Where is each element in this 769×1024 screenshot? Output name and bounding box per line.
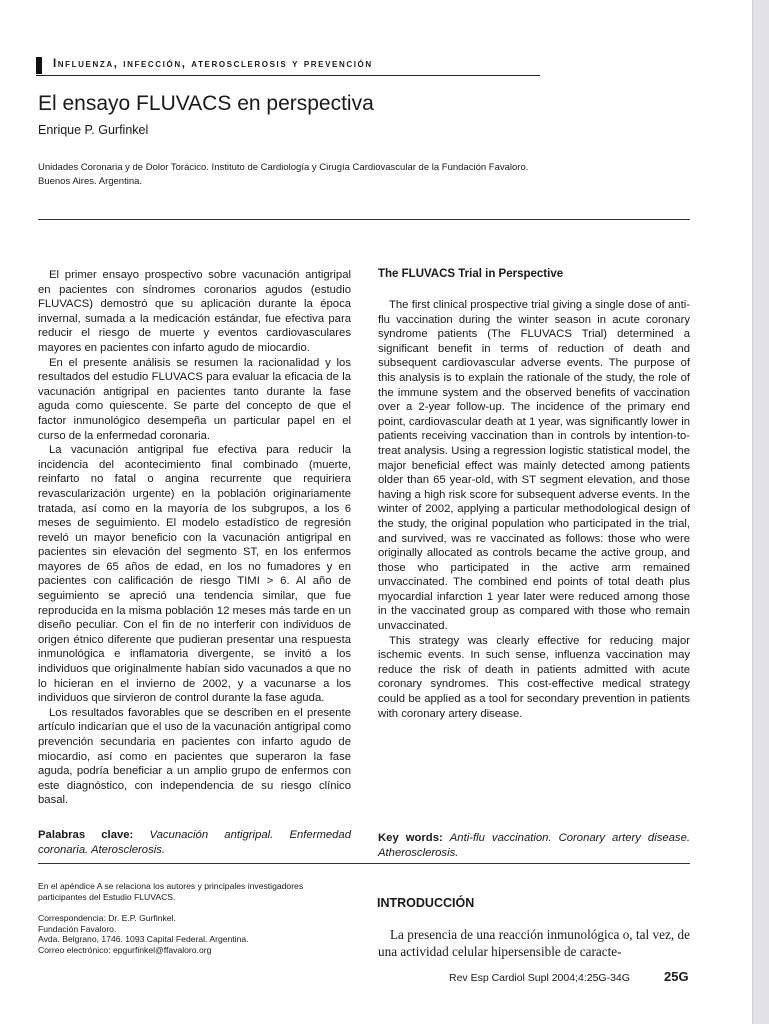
keywords-divider	[38, 863, 690, 864]
keywords-label: Palabras clave:	[38, 829, 134, 841]
resumen-paragraph: Los resultados favorables que se describen en el presente artículo indicarían que el uso de la vacunación antigripal como prevención secundaria en pacientes con infarto agudo de miocardio, así como en pacientes que superaron la fase aguda, podría beneficiar a un amplio grupo de enfermos con este diagnóstico, con independencia de su riesgo clínico basal.	[38, 706, 351, 807]
keywords-text: Anti-flu vaccination. Coronary artery disease. Atherosclerosis.	[378, 832, 690, 859]
abstract-title: The FLUVACS Trial in Perspective	[378, 268, 564, 280]
resumen-paragraph: El primer ensayo prospectivo sobre vacunación antigripal en pacientes con síndromes coronarios agudos (estudio FLUVACS) demostró que su aplicación durante la época invernal, sumada a la medicación estándar, fue efectiva para reducir el riesgo de muerte y eventos cardiovasculares mayores en pacientes con infarto agudo de miocardio.	[38, 269, 351, 354]
abstract-column	[378, 298, 690, 721]
header-divider	[38, 219, 690, 220]
keywords-text: Vacunación antigripal. Enfermedad coronaria. Aterosclerosis.	[38, 829, 351, 856]
section-title: Influenza, infección, aterosclerosis y prevención	[53, 58, 373, 70]
correspondence-email: Correo electrónico: epgurfinkel@ffavaloro.org	[38, 944, 212, 955]
keywords-english	[378, 831, 690, 860]
page-edge-shadow	[753, 0, 769, 1024]
author-name: Enrique P. Gurfinkel	[38, 123, 149, 137]
section-marker-bar	[36, 57, 42, 74]
journal-reference: Rev Esp Cardiol Supl 2004;4:25G-34G	[449, 972, 630, 984]
section-header	[36, 56, 540, 76]
keywords-label: Key words:	[378, 832, 443, 844]
affiliation: Unidades Coronaria y de Dolor Torácico. Instituto de Cardiología y Cirugía Cardiovascular de la Fundación Favaloro. Buenos Aires. Argentina.	[38, 162, 529, 187]
abstract-paragraph: The first clinical prospective trial giving a single dose of anti-flu vaccination during the winter season in acute coronary syndrome patients (The FLUVACS Trial) determined a significant benefit in terms of reduction of death and subsequent cardiovascular adverse events. The purpose of this analysis is to explain the rationale of the study, the role of the immune system and the observed benefits of vaccination over a 2-year follow-up. The incidence of the primary end point, cardiovascular death at 1 year, was significantly lower in patients receiving vaccination than in controls by intention-to-treat analysis. Using a regression logistic statistical model, the major beneficial effect was mainly detected among patients older than 65 year-old, with ST segment elevation, and those having a high risk score for subsequent adverse events. In the winter of 2002, applying a particular methodological design of the study, the original population who participated in the trial, and survived, was re vaccinated as follows: those who were originally allocated as controls became the active group, and those who participated in the active arm remained unvaccinated. The combined end points of total death plus myocardial infarction 1 year later were reduced among those in the vaccinated group as compared with those who remain unvaccinated.	[378, 299, 690, 633]
abstract-paragraph: This strategy was clearly effective for reducing major ischemic events. In such sense, influenza vaccination may reduce the risk of death in patients admitted with acute coronary syndromes. This cost-effective medical strategy could be applied as a tool for secondary prevention in patients with coronary artery disease.	[378, 634, 690, 720]
keywords-spanish	[38, 828, 351, 857]
introduction-heading: INTRODUCCIÓN	[377, 896, 475, 910]
article-title: El ensayo FLUVACS en perspectiva	[38, 92, 374, 115]
resumen-paragraph: La vacunación antigripal fue efectiva para reducir la incidencia del acontecimiento final combinado (muerte, reinfarto no fatal o angina recurrente que requiriera revascularización urgente) en la población originariamente tratada, así como en la mayoría de los subgrupos, a los 6 meses de seguimiento. El modelo estadístico de regresión reveló un mayor beneficio con la vacunación antigripal en pacientes sin elevación del segmento ST, en los enfermos mayores de 65 años de edad, en los no fumadores y en pacientes con calificación de riesgo TIMI > 6. Al año de seguimiento se apreció una tendencia similar, que fue reproducida en la misma población 12 meses más tarde en un diseño peculiar. Con el fin de no interferir con individuos de origen étnico diferente que pudieran presentar una respuesta inmunológica e inflamatoria divergente, se invitó a los individuos que originalmente habían sido vacunados a que no lo hicieran en el invierno de 2002, y a vacunarse a los individuos que sirvieron de control durante la fase aguda.	[38, 444, 351, 705]
correspondence-line: Avda. Belgrano, 1746. 1093 Capital Federal. Argentina.	[38, 934, 249, 945]
correspondence-line: Correspondencia: Dr. E.P. Gurfinkel.	[38, 913, 176, 923]
page-number: 25G	[664, 969, 689, 984]
resumen-column	[38, 268, 351, 808]
introduction-text: La presencia de una reacción inmunológica o, tal vez, de una actividad celular hipersensible de caracte-	[378, 927, 690, 959]
correspondence-block	[38, 913, 348, 955]
correspondence-line: Fundación Favaloro.	[38, 923, 117, 934]
resumen-paragraph: En el presente análisis se resumen la racionalidad y los resultados del estudio FLUVACS para evaluar la eficacia de la vacunación antigripal en pacientes tanto durante la fase aguda como quiescente. Se parte del concepto de que el factor inmunológico desempeña un particular papel en el curso de la enfermedad coronaria.	[38, 356, 351, 442]
footnote-appendix: En el apéndice A se relaciona los autores y principales investigadores participantes del Estudio FLUVACS.	[38, 881, 304, 902]
